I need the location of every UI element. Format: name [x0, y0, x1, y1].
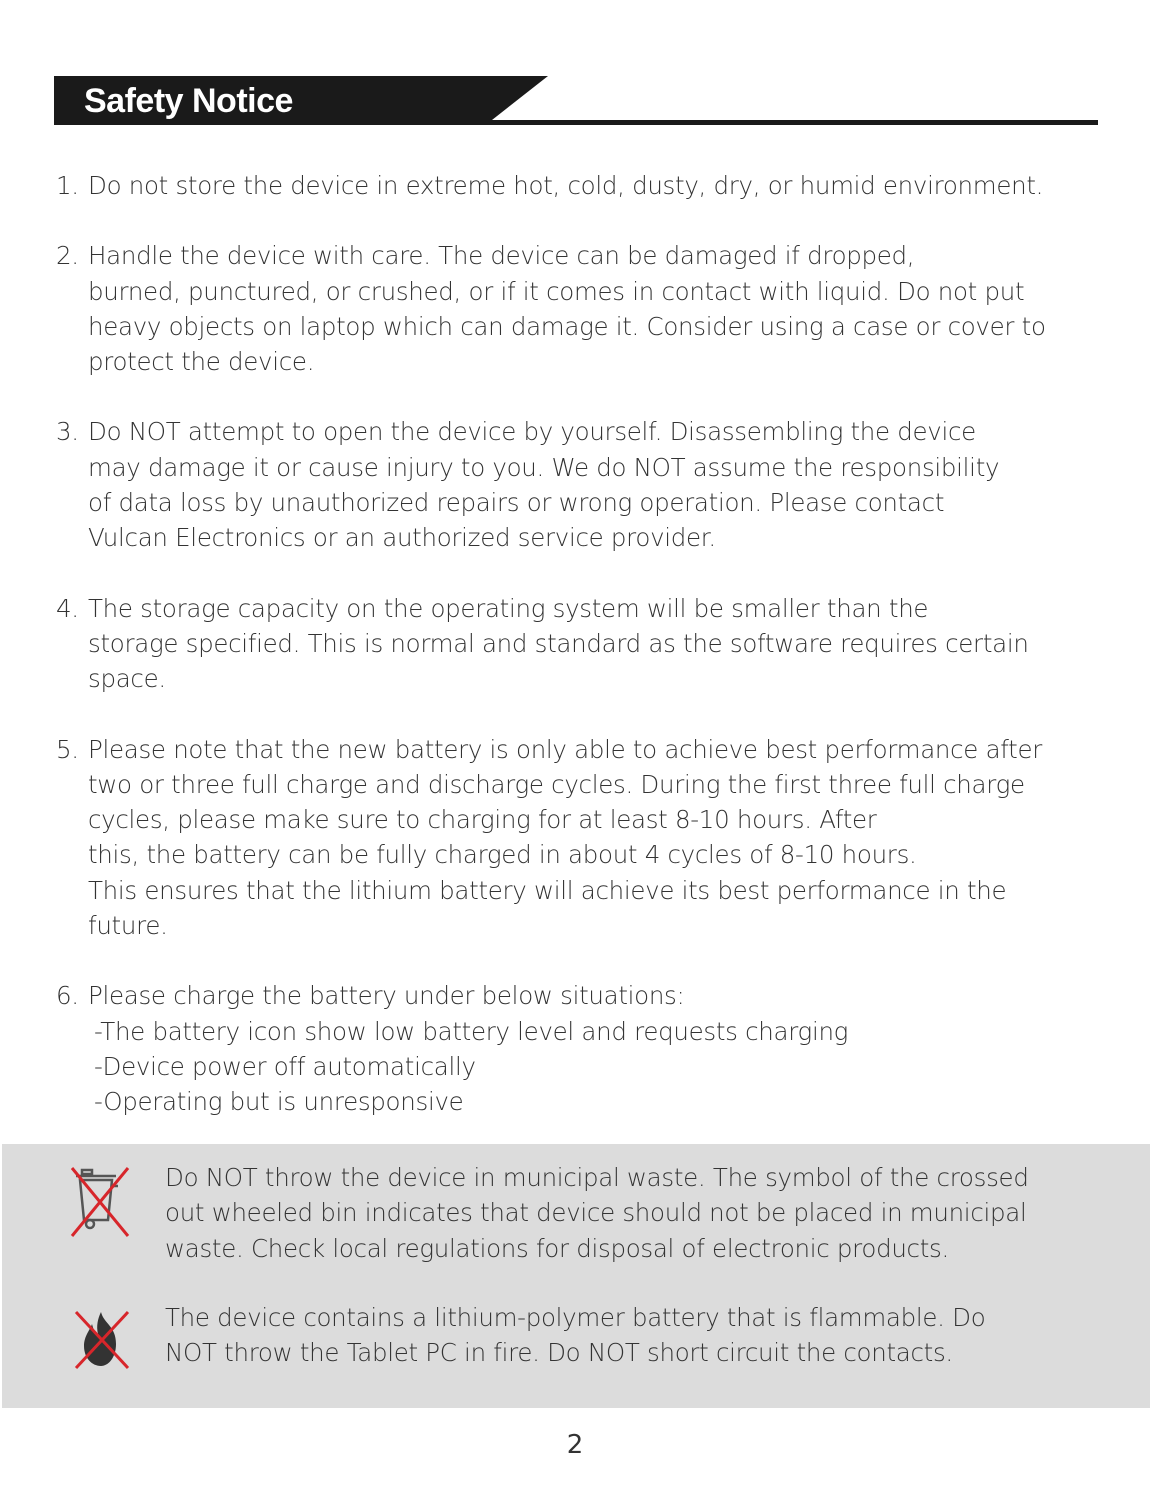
page-number: 2	[566, 1430, 584, 1460]
list-item	[56, 238, 1136, 379]
warning-text	[165, 1160, 1029, 1266]
page-title: Safety Notice	[84, 82, 293, 120]
list-item	[56, 978, 1136, 1119]
list-item	[56, 168, 1136, 203]
sub-item: -Operating but is unresponsive	[94, 1087, 464, 1117]
section-header	[54, 76, 1098, 126]
item-text: cycles, please make sure to charging for at least 8-10 hours. After	[88, 805, 877, 835]
item-number: 3.	[56, 417, 79, 447]
item-text: This ensures that the lithium battery will achieve its best performance in the	[88, 875, 1007, 905]
item-text: Do not store the device in extreme hot, cold, dusty, dry, or humid environment.	[88, 171, 1044, 200]
item-number: 2.	[56, 241, 79, 271]
warning-text	[165, 1300, 985, 1371]
warning-line: out wheeled bin indicates that device should not be placed in municipal	[165, 1198, 1027, 1228]
sub-item: -Device power off automatically	[94, 1051, 476, 1081]
item-text: storage specified. This is normal and standard as the software requires certain	[88, 628, 1029, 658]
warning-line: NOT throw the Tablet PC in fire. Do NOT short circuit the contacts.	[165, 1338, 953, 1368]
sub-item: -The battery icon show low battery level and requests charging	[94, 1016, 849, 1046]
item-number: 1.	[56, 171, 79, 200]
safety-notice-list	[56, 168, 1136, 1155]
item-text: Please note that the new battery is only able to achieve best performance after	[88, 734, 1043, 764]
warning-line: waste. Check local regulations for disposal of electronic products.	[165, 1233, 949, 1263]
no-fire-icon	[66, 1306, 136, 1372]
crossed-wheeled-bin-icon	[66, 1164, 136, 1244]
item-text: heavy objects on laptop which can damage it. Consider using a case or cover to	[88, 311, 1046, 341]
item-text: protect the device.	[88, 347, 315, 377]
item-text: Do NOT attempt to open the device by yourself. Disassembling the device	[88, 417, 976, 447]
item-text: Please charge the battery under below situations:	[88, 981, 685, 1011]
item-text: future.	[88, 911, 168, 941]
item-text: burned, punctured, or crushed, or if it comes in contact with liquid. Do not put	[88, 276, 1025, 306]
item-text: of data loss by unauthorized repairs or wrong operation. Please contact	[88, 488, 945, 518]
list-item	[56, 732, 1136, 944]
item-number: 5.	[56, 734, 79, 764]
list-item	[56, 591, 1136, 697]
warning-box	[2, 1144, 1150, 1408]
item-text: The storage capacity on the operating system will be smaller than the	[88, 593, 929, 623]
item-text: Vulcan Electronics or an authorized service provider.	[88, 523, 716, 553]
list-item	[56, 414, 1136, 555]
warning-line: Do NOT throw the device in municipal waste. The symbol of the crossed	[165, 1163, 1029, 1192]
item-number: 6.	[56, 981, 79, 1011]
item-number: 4.	[56, 593, 79, 623]
item-text: space.	[88, 664, 166, 694]
item-text: Handle the device with care. The device can be damaged if dropped,	[88, 241, 915, 271]
item-text: two or three full charge and discharge cycles. During the first three full charge	[88, 769, 1025, 799]
warning-line: The device contains a lithium-polymer battery that is flammable. Do	[165, 1303, 986, 1332]
item-text: may damage it or cause injury to you. We do NOT assume the responsibility	[88, 452, 1000, 482]
item-text: this, the battery can be fully charged in about 4 cycles of 8-10 hours.	[88, 840, 917, 870]
